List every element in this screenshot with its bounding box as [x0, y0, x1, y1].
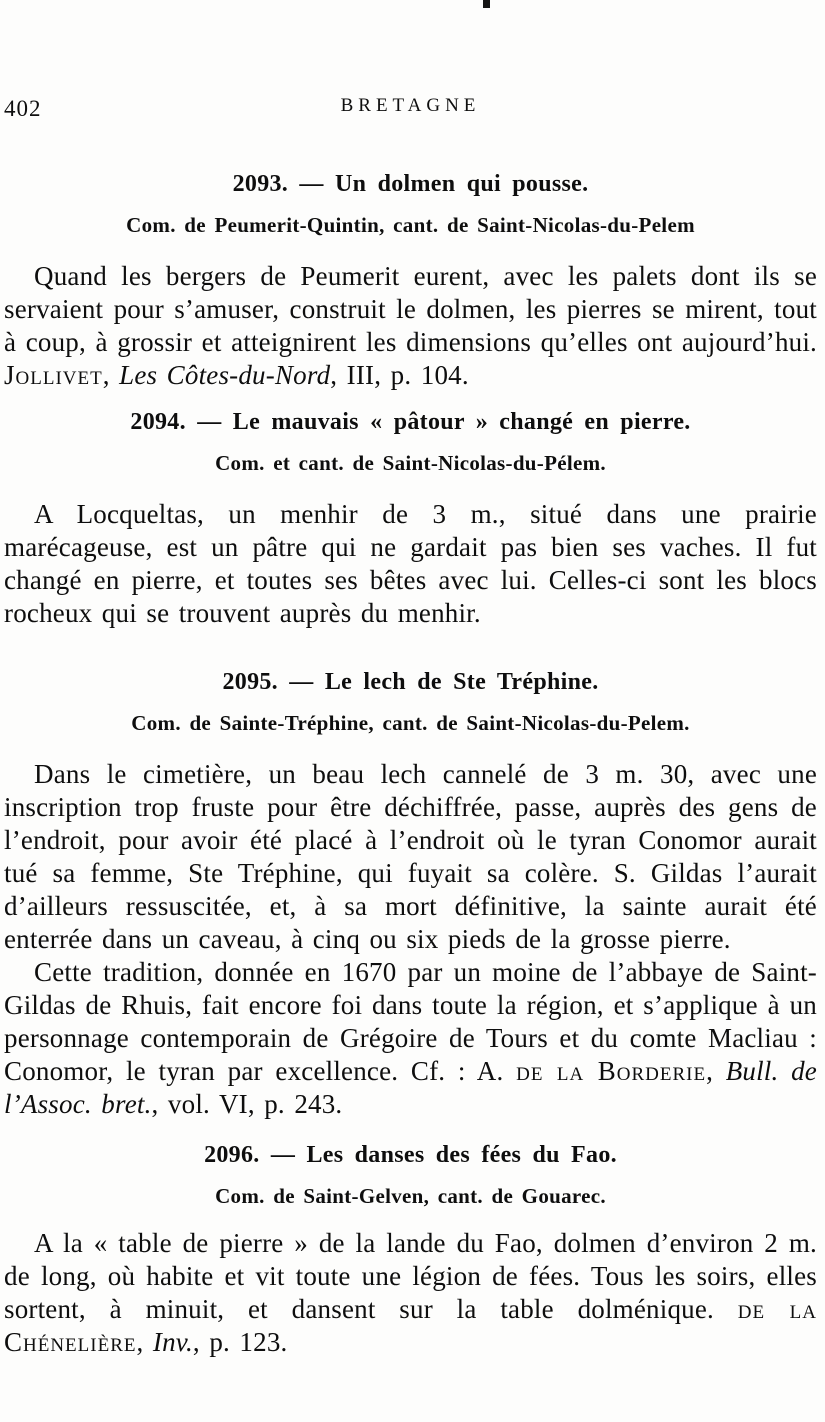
- section-subheading: Com. de Sainte-Tréphine, cant. de Saint-Nicolas-du-Pelem.: [131, 711, 690, 735]
- section-subheading: Com. et cant. de Saint-Nicolas-du-Pélem.: [215, 451, 606, 475]
- text-segment: A Locqueltas, un menhir de 3 m., situé dans une prairie marécageuse, est un pâtre qui ne gardait pas bien ses vaches. Il fut changé en pierre, et toutes ses bêtes avec lui. Celles-ci sont les blocs rocheux qui se trouvent auprès du menhir.: [4, 499, 817, 628]
- running-title: BRETAGNE: [340, 95, 481, 116]
- text-segment: Cette tradition, donnée en 1670 par un moine de l’abbaye de Saint-Gildas de Rhuis, fait encore foi dans toute la région, et s’applique à un personnage contemporain de Grégoire de Tours et du comte Macliau : Conomor, le tyran par excellence. Cf. : A.: [4, 957, 817, 1086]
- text-segment: ,: [136, 1327, 153, 1357]
- section-subheading: Com. de Peumerit-Quintin, cant. de Saint-Nicolas-du-Pelem: [126, 213, 695, 237]
- paragraph: [4, 758, 817, 956]
- text-segment: , vol. VI, p. 243.: [151, 1089, 343, 1119]
- paragraph: [4, 956, 817, 1121]
- citation-author: Jollivet: [4, 360, 103, 390]
- citation-work: Les Côtes-du-Nord: [119, 360, 331, 390]
- text-segment: A la « table de pierre » de la lande du Fao, dolmen d’environ 2 m. de long, où habite et vit toute une légion de fées. Tous les soirs, elles sortent, à minuit, et dansent sur la table dolménique.: [4, 1228, 817, 1324]
- text-segment: , III, p. 104.: [330, 360, 469, 390]
- section-heading: 2094. — Le mauvais « pâtour » changé en pierre.: [130, 409, 691, 435]
- section-2094: [4, 408, 817, 630]
- paragraph: [4, 260, 817, 392]
- citation-work: Inv.: [152, 1327, 193, 1357]
- text-segment: ,: [706, 1056, 726, 1086]
- paragraph: [4, 498, 817, 630]
- section-2095: [4, 668, 817, 1121]
- page-number: 402: [4, 96, 42, 121]
- citation-author: de la Borderie: [516, 1056, 707, 1086]
- section-heading: 2093. — Un dolmen qui pousse.: [232, 171, 589, 197]
- section-2096: [4, 1141, 817, 1359]
- citation-author: de la Chénelière: [4, 1294, 817, 1357]
- paragraph: [4, 1227, 817, 1359]
- page-header: [4, 95, 817, 121]
- text-segment: Dans le cimetière, un beau lech cannelé de 3 m. 30, avec une inscription trop fruste pour être déchiffrée, passe, auprès des gens de l’endroit, pour avoir été placé à l’endroit où le tyran Conomor aurait tué sa femme, Ste Tréphine, qui fuyait sa colère. S. Gildas l’aurait d’ailleurs ressuscitée, et, à sa mort définitive, la sainte aurait été enterrée dans un caveau, à cinq ou six pieds de la grosse pierre.: [4, 759, 817, 954]
- citation-work: Bull. de l’Assoc. bret.: [4, 1056, 817, 1119]
- section-subheading: Com. de Saint-Gelven, cant. de Gouarec.: [215, 1184, 606, 1208]
- text-segment: ,: [102, 360, 120, 390]
- section-2093: [4, 170, 817, 392]
- ink-speck: [483, 0, 490, 8]
- text-segment: Quand les bergers de Peumerit eurent, avec les palets dont ils se servaient pour s’amuser, construit le dolmen, les pierres se mirent, tout à coup, à grossir et atteignirent les dimensions qu’elles ont aujourd’hui.: [4, 261, 817, 357]
- section-heading: 2095. — Le lech de Ste Tréphine.: [222, 669, 599, 695]
- text-segment: , p. 123.: [192, 1327, 288, 1357]
- section-heading: 2096. — Les danses des fées du Fao.: [204, 1142, 617, 1168]
